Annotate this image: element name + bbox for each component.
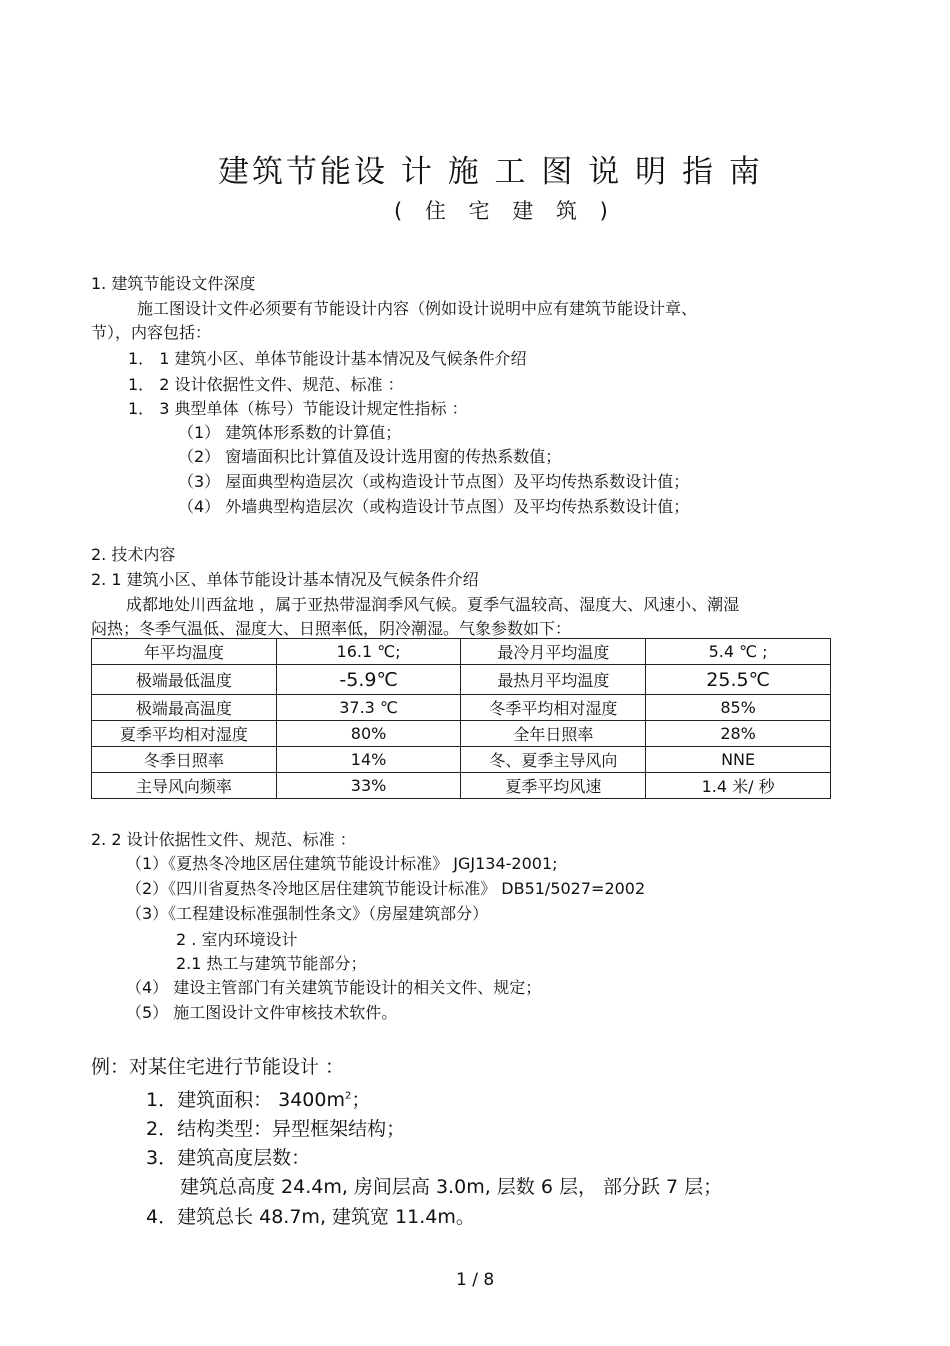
table-cell: 冬季日照率 <box>92 747 277 773</box>
table-cell: 冬、夏季主导风向 <box>461 747 646 773</box>
example-item-area-end: ； <box>351 1089 371 1111</box>
document-title: 建筑节能设 计 施 工 图 说 明 指 南 <box>218 154 763 190</box>
example-item-area-text: 1．建筑面积： 3400m <box>146 1089 345 1111</box>
section2-2-item: 2 . 室内环境设计 <box>176 930 298 949</box>
section1-subitem: （3） 屋面典型构造层次（或构造设计节点图）及平均传热系数设计值； <box>178 472 690 491</box>
table-row <box>92 773 831 799</box>
section2-para-line2: 闷热；冬季气温低、湿度大、日照率低，阴冷潮湿。气象参数如下： <box>91 619 572 638</box>
table-cell: 5.4 ℃ ; <box>646 639 831 665</box>
example-item-structure: 2．结构类型：异型框架结构； <box>146 1118 406 1140</box>
table-cell: 16.1 ℃; <box>276 639 461 665</box>
section1-intro-line2: 节），内容包括： <box>91 323 212 342</box>
section2-heading: 2. 技术内容 <box>91 545 176 564</box>
table-cell: 33% <box>276 773 461 799</box>
table-cell: NNE <box>646 747 831 773</box>
example-item-height-detail: 建筑总高度 24.4m, 房间层高 3.0m, 层数 6 层， 部分跃 7 层； <box>180 1176 723 1198</box>
table-row <box>92 747 831 773</box>
table-cell: 37.3 ℃ <box>276 695 461 721</box>
page-number: 1 / 8 <box>456 1270 495 1290</box>
section1-item: 1． 1 建筑小区、单体节能设计基本情况及气候条件介绍 <box>128 349 527 368</box>
table-cell: 年平均温度 <box>92 639 277 665</box>
section1-intro-line1: 施工图设计文件必须要有节能设计内容（例如设计说明中应有建筑节能设计章、 <box>137 299 698 318</box>
section1-item: 1． 3 典型单体（栋号）节能设计规定性指标 ： <box>128 399 468 418</box>
table-cell: 夏季平均风速 <box>461 773 646 799</box>
example-item-height: 3．建筑高度层数： <box>146 1147 311 1169</box>
table-cell: 冬季平均相对湿度 <box>461 695 646 721</box>
example-item-area <box>146 1085 370 1112</box>
table-cell: 25.5℃ <box>646 665 831 695</box>
section2-2-heading: 2. 2 设计依据性文件、规范、标准 ： <box>91 830 356 849</box>
table-row <box>92 695 831 721</box>
section1-subitem: （1） 建筑体形系数的计算值； <box>178 423 402 442</box>
table-cell: -5.9℃ <box>276 665 461 695</box>
climate-table <box>91 638 831 799</box>
table-row <box>92 665 831 695</box>
table-row <box>92 721 831 747</box>
section2-2-item: （2）《四川省夏热冬冷地区居住建筑节能设计标准》 DB51/5027=2002 <box>126 879 646 898</box>
document-subtitle: ( 住 宅 建 筑 ) <box>394 199 616 223</box>
table-cell: 1.4 米/ 秒 <box>646 773 831 799</box>
section2-2-item: （5） 施工图设计文件审核技术软件。 <box>126 1003 398 1022</box>
section1-subitem: （2） 窗墙面积比计算值及设计选用窗的传热系数值； <box>178 447 562 466</box>
section2-2-item: （1）《夏热冬冷地区居住建筑节能设计标准》 JGJ134-2001; <box>126 854 558 873</box>
table-cell: 最热月平均温度 <box>461 665 646 695</box>
superscript: 2 <box>345 1090 352 1102</box>
table-cell: 28% <box>646 721 831 747</box>
example-heading: 例：对某住宅进行节能设计 ： <box>91 1056 345 1078</box>
section2-2-item: （3）《工程建设标准强制性条文》（房屋建筑部分） <box>126 904 489 923</box>
section1-subitem: （4） 外墙典型构造层次（或构造设计节点图）及平均传热系数设计值； <box>178 497 690 516</box>
section2-2-item: （4） 建设主管部门有关建筑节能设计的相关文件、规定； <box>126 978 542 997</box>
table-cell: 主导风向频率 <box>92 773 277 799</box>
table-row <box>92 639 831 665</box>
table-cell: 80% <box>276 721 461 747</box>
table-cell: 最冷月平均温度 <box>461 639 646 665</box>
section2-sub1: 2. 1 建筑小区、单体节能设计基本情况及气候条件介绍 <box>91 570 479 589</box>
section1-heading: 1. 建筑节能设文件深度 <box>91 274 256 293</box>
table-cell: 极端最低温度 <box>92 665 277 695</box>
table-cell: 14% <box>276 747 461 773</box>
table-cell: 全年日照率 <box>461 721 646 747</box>
table-cell: 极端最高温度 <box>92 695 277 721</box>
section1-item: 1． 2 设计依据性文件、规范、标准 ： <box>128 375 404 394</box>
table-cell: 夏季平均相对湿度 <box>92 721 277 747</box>
section2-2-item: 2.1 热工与建筑节能部分； <box>176 954 367 973</box>
table-cell: 85% <box>646 695 831 721</box>
example-item-dimensions: 4．建筑总长 48.7m, 建筑宽 11.4m。 <box>146 1206 475 1228</box>
section2-para-line1: 成都地处川西盆地 ，属于亚热带湿润季风气候。夏季气温较高、湿度大、风速小、潮湿 <box>126 595 740 614</box>
